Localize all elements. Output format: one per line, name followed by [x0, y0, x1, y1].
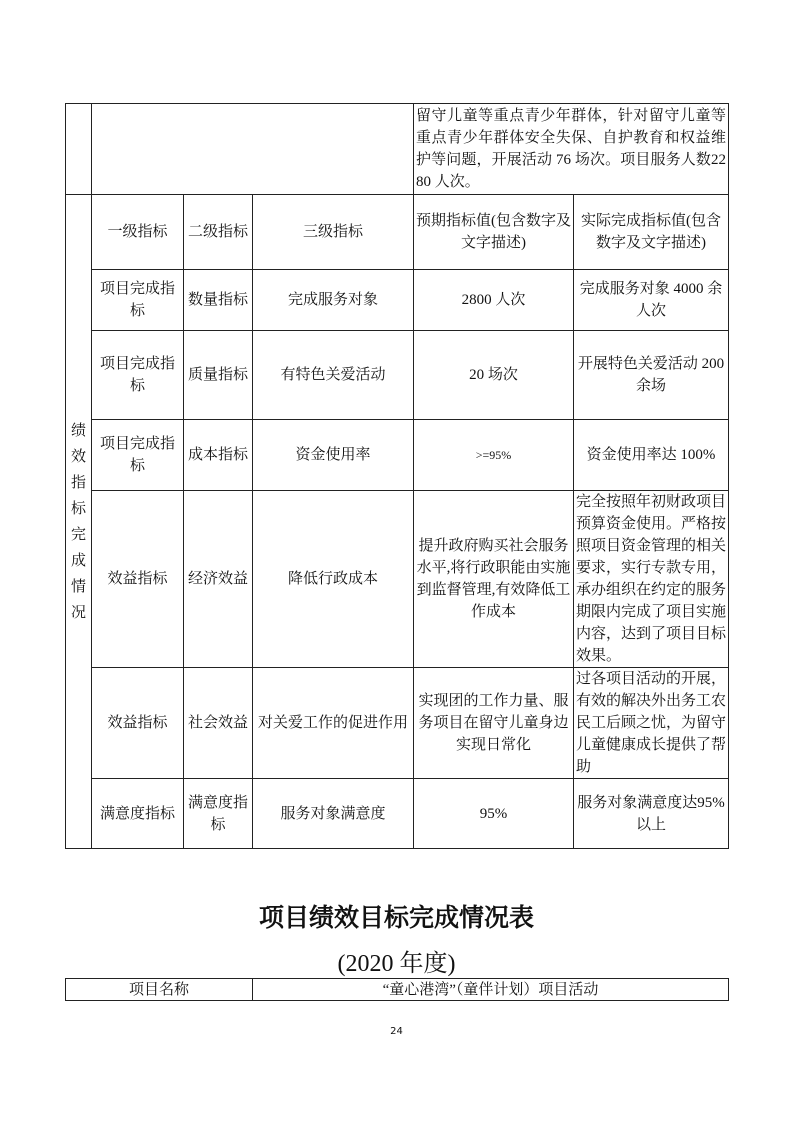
summary-cell: 留守儿童等重点青少年群体，针对留守儿童等重点青少年群体安全失保、自护教育和权益维护等问题，开展活动 76 场次。项目服务人数2280 人次。: [414, 104, 729, 195]
project-name-value: “童心港湾”（童伴计划）项目活动: [253, 979, 729, 1001]
level3-cell: 有特色关爱活动: [253, 331, 414, 420]
header-cell: 实际完成指标值(包含数字及文字描述): [574, 195, 729, 270]
level3-cell: 对关爱工作的促进作用: [253, 668, 414, 779]
actual-cell: 完成服务对象 4000 余人次: [574, 270, 729, 331]
page-number: 24: [390, 1026, 403, 1037]
level1-cell: 满意度指标: [92, 779, 184, 849]
section-label-cell: [66, 195, 92, 849]
header-cell: 二级指标: [184, 195, 253, 270]
header-cell: 三级指标: [253, 195, 414, 270]
level1-cell: 项目完成指标: [92, 420, 184, 491]
level1-cell: 项目完成指标: [92, 331, 184, 420]
actual-cell: 服务对象满意度达95%以上: [574, 779, 729, 849]
section-label: 绩效指标完成情况: [71, 422, 87, 621]
table-row: [66, 104, 729, 195]
table-year: (2020 年度): [337, 951, 456, 977]
table-row: [66, 491, 729, 668]
table-row: [66, 420, 729, 491]
level2-cell: 质量指标: [184, 331, 253, 420]
header-cell: 一级指标: [92, 195, 184, 270]
blank-cell: [92, 104, 414, 195]
level1-cell: 项目完成指标: [92, 270, 184, 331]
actual-cell: 完全按照年初财政项目预算资金使用。严格按照项目资金管理的相关要求，实行专款专用，承办组织在约定的服务期限内完成了项目实施内容，达到了项目目标效果。: [574, 491, 729, 668]
table-row: [66, 270, 729, 331]
level2-cell: 成本指标: [184, 420, 253, 491]
level2-cell: 数量指标: [184, 270, 253, 331]
level1-cell: 效益指标: [92, 668, 184, 779]
level2-cell: 满意度指标: [184, 779, 253, 849]
project-name-label: 项目名称: [66, 979, 253, 1001]
table-row: [66, 331, 729, 420]
expected-cell: 95%: [414, 779, 574, 849]
level2-cell: 社会效益: [184, 668, 253, 779]
project-name-table: [65, 978, 729, 1001]
expected-cell: 实现团的工作力量、服务项目在留守儿童身边实现日常化: [414, 668, 574, 779]
performance-table: [65, 103, 729, 849]
level3-cell: 服务对象满意度: [253, 779, 414, 849]
actual-cell: 开展特色关爱活动 200余场: [574, 331, 729, 420]
level1-cell: 效益指标: [92, 491, 184, 668]
header-row: [66, 195, 729, 270]
expected-cell: 提升政府购买社会服务水平,将行政职能由实施到监督管理,有效降低工作成本: [414, 491, 574, 668]
level3-cell: 完成服务对象: [253, 270, 414, 331]
header-cell: 预期指标值(包含数字及文字描述): [414, 195, 574, 270]
level3-cell: 降低行政成本: [253, 491, 414, 668]
table-row: [66, 779, 729, 849]
actual-cell: 过各项目活动的开展，有效的解决外出务工农民工后顾之忧，为留守儿童健康成长提供了帮助: [574, 668, 729, 779]
level3-cell: 资金使用率: [253, 420, 414, 491]
expected-cell: 2800 人次: [414, 270, 574, 331]
table-row: [66, 668, 729, 779]
expected-cell: >=95%: [414, 420, 574, 491]
table-title: 项目绩效目标完成情况表: [258, 903, 534, 932]
table-row: [66, 979, 729, 1001]
actual-cell: 资金使用率达 100%: [574, 420, 729, 491]
expected-cell: 20 场次: [414, 331, 574, 420]
blank-cell: [66, 104, 92, 195]
level2-cell: 经济效益: [184, 491, 253, 668]
